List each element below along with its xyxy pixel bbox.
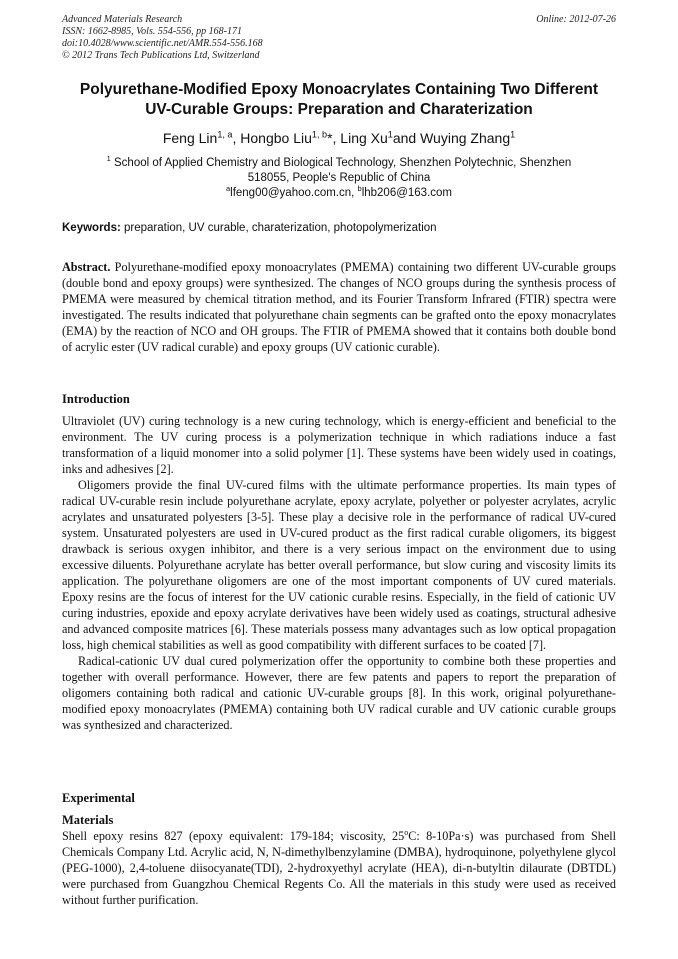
affiliation-text-1: School of Applied Chemistry and Biological Technology, Shenzhen Polytechnic, Shenzhen xyxy=(110,157,572,169)
intro-paragraph-3: Radical-cationic UV dual cured polymerization offer the opportunity to combine both these properties and together with overall performance. However, there are few patents and papers to report the preparation of oligomers containing both radical and cationic UV-curable groups [8]. In this work, original polyurethane-modified epoxy monoacrylates (PMEMA) containing both UV radical curable and UV cationic curable groups was synthesized and characterized. xyxy=(62,654,616,732)
journal-copyright: © 2012 Trans Tech Publications Ltd, Switzerland xyxy=(62,50,260,61)
email-a: lfeng00@yahoo.com.cn xyxy=(230,187,352,199)
abstract xyxy=(62,259,616,355)
materials-body xyxy=(62,828,616,908)
author-2-sup: 1, b xyxy=(311,129,328,140)
author-4-sup: 1 xyxy=(510,129,516,140)
affiliation xyxy=(62,156,616,201)
email-b-sup: b xyxy=(357,184,362,194)
materials-text-b: C: 8-10Pa·s) was purchased from Shell Chemicals Company Ltd. Acrylic acid, N, N-dimethylbenzylamine (DMBA), hydroquinone, polyethylene glycol (PEG-1000), 2,4-toluene diisocyanate(TDI), 2-hydroxyethyl acrylate (HEA), di-n-butyltin dilaurate (DBTDL) were purchased from Guangzhou Chemical Regents Co. All the materials in this study were used as received without further purification. xyxy=(62,829,616,907)
experimental-heading: Experimental xyxy=(62,791,135,805)
author-sep: , xyxy=(232,130,241,146)
journal-issn: ISSN: 1662-8985, Vols. 554-556, pp 168-171 xyxy=(62,26,242,37)
abstract-paragraph xyxy=(62,259,616,355)
title-line-2: UV-Curable Groups: Preparation and Charaterization xyxy=(145,101,533,118)
affiliation-sup: 1 xyxy=(106,154,111,164)
author-2: Hongbo Liu xyxy=(240,130,312,146)
author-1: Feng Lin xyxy=(162,130,218,146)
intro-paragraph-1: Ultraviolet (UV) curing technology is a new curing technology, which is energy-efficient and beneficial to the environment. The UV curing process is a polymerization technique in which radiations induce a fast transformation of a liquid monomer into a solid polymer [1]. These systems have been widely used in coatings, inks and adhesives [2]. xyxy=(62,414,616,476)
paper-title xyxy=(62,80,616,120)
online-date: Online: 2012-07-26 xyxy=(536,14,616,25)
affiliation-line-2: 518055, People's Republic of China xyxy=(247,172,431,184)
abstract-label: Abstract. xyxy=(62,260,111,274)
introduction-heading: Introduction xyxy=(62,392,130,406)
author-and: and xyxy=(392,130,421,146)
keywords xyxy=(62,221,616,236)
email-a-sup: a xyxy=(225,184,231,194)
email-sep: , xyxy=(351,187,358,199)
email-line xyxy=(62,186,616,201)
email-b: lhb206@163.com xyxy=(361,187,453,199)
author-list xyxy=(62,129,616,147)
affiliation-line-1 xyxy=(62,156,616,171)
author-3-sup: 1 xyxy=(387,129,393,140)
keywords-text: preparation, UV curable, charaterization, photopolymerization xyxy=(120,222,437,234)
intro-paragraph-2: Oligomers provide the final UV-cured films with the ultimate performance properties. Its main types of radical UV-curable resin include polyurethane acrylate, epoxy acrylate, polyether or polyester acrylates, acrylic acrylates and unsaturated polyesters [3-5]. These play a decisive role in the performance of radical UV-cured system. Unsaturated polyesters are used in UV-cured product as the first radical curable oligomers, its biggest drawback is serious oxygen inhibitor, and there is a very serious impact on the environment due to using excessive diluents. Polyurethane acrylate has better overall performance, but slow curing and viscosity limits its application. The polyurethane oligomers are one of the most important components of UV cured materials. Epoxy resins are the focus of interest for the UV cationic curable resins. Especially, in the field of cationic UV curing industries, epoxide and epoxy acrylate derivatives have been widely used as coatings, structural adhesive and advanced composite matrices [6]. These materials possess many advantages such as low optical propagation loss, high chemical stabilities as well as good compatibility with different surfaces to be coated [7]. xyxy=(62,478,616,652)
materials-paragraph xyxy=(62,828,616,908)
corresponding-mark: *, xyxy=(327,130,341,146)
materials-text-a: Shell epoxy resins 827 (epoxy equivalent: 179-184; viscosity, 25 xyxy=(62,829,405,843)
journal-name: Advanced Materials Research xyxy=(62,14,183,25)
degree-sup: o xyxy=(404,827,409,837)
author-3: Ling Xu xyxy=(340,130,388,146)
title-line-1: Polyurethane-Modified Epoxy Monoacrylates Containing Two Different xyxy=(79,81,599,98)
introduction-body xyxy=(62,413,616,733)
journal-doi: doi:10.4028/www.scientific.net/AMR.554-556.168 xyxy=(62,38,263,49)
journal-header xyxy=(62,14,616,62)
abstract-text: Polyurethane-modified epoxy monoacrylates (PMEMA) containing two different UV-curable groups (double bond and epoxy groups) were synthesized. The changes of NCO groups during the synthesis process of PMEMA were measured by chemical titration method, and its Fourier Transform Infrared (FTIR) spectra were investigated. The results indicated that polyurethane chain segments can be grafted onto the epoxy monacrylates (EMA) by the reaction of NCO and OH groups. The FTIR of PMEMA showed that it contains both double bond of acrylic ester (UV radical curable) and epoxy groups (UV cationic curable). xyxy=(62,260,616,354)
author-1-sup: 1, a xyxy=(217,129,233,140)
materials-subheading: Materials xyxy=(62,813,114,827)
keywords-label: Keywords: xyxy=(62,222,121,234)
author-4: Wuying Zhang xyxy=(420,130,511,146)
